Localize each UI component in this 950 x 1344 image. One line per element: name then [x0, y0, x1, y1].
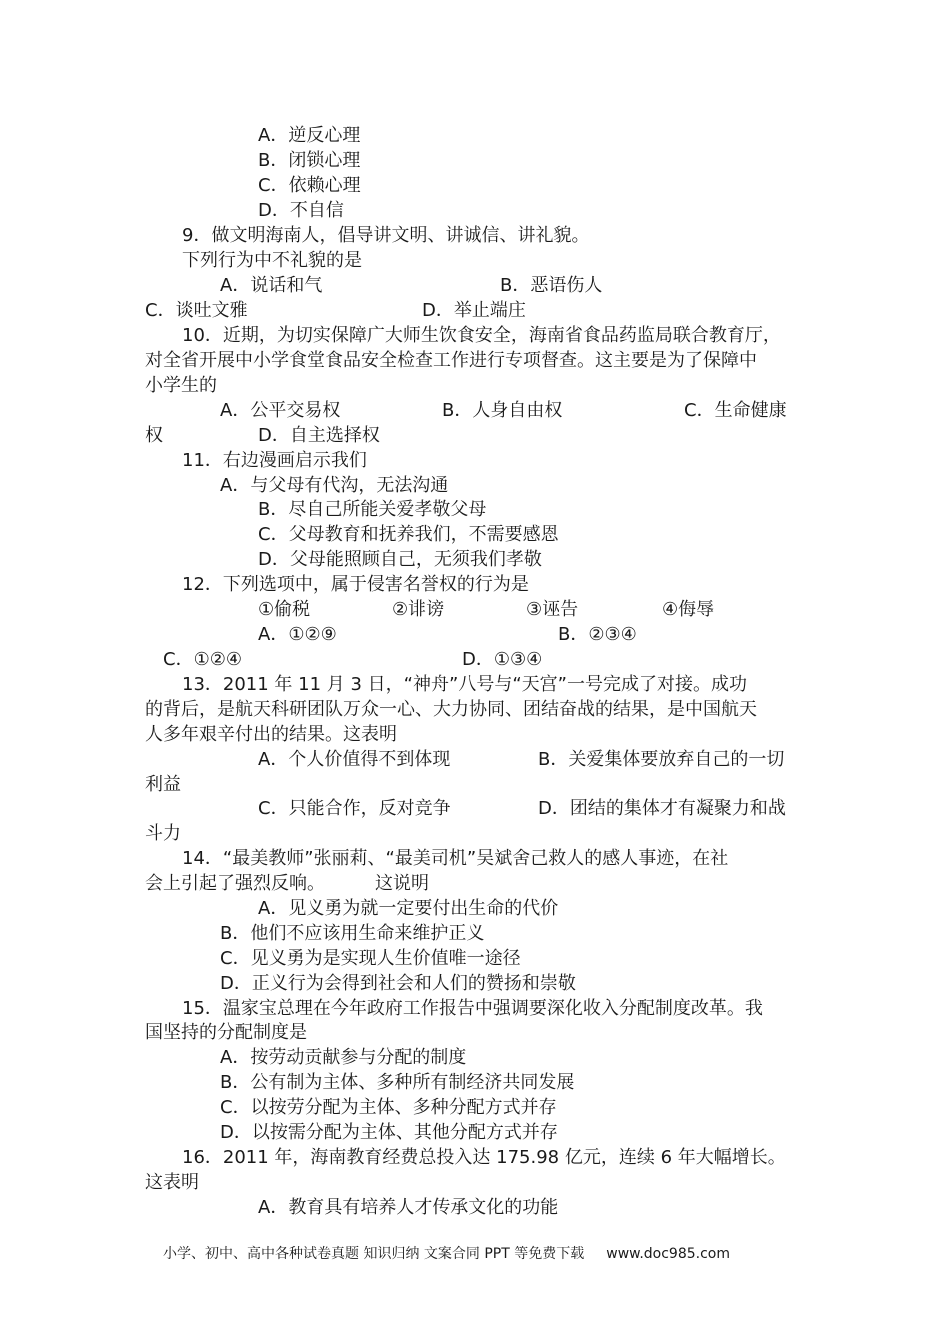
- q15-option-a: A．按劳动贡献参与分配的制度: [220, 1047, 467, 1068]
- q9-option-d: D．举止端庄: [422, 300, 526, 321]
- q15-option-c: C．以按劳分配为主体、多种分配方式并存: [220, 1097, 557, 1118]
- q12-item-3: ③诬告: [526, 599, 579, 620]
- q8-option-d: D．不自信: [258, 200, 344, 221]
- q13-option-b: B．关爱集体要放弃自己的一切: [538, 749, 785, 770]
- q12-item-1: ①偷税: [258, 599, 311, 620]
- q10-stem-line1: 10．近期，为切实保障广大师生饮食安全，海南省食品药监局联合教育厅，: [182, 325, 781, 346]
- q11-option-c: C．父母教育和抚养我们，不需要感恩: [258, 524, 559, 545]
- q14-option-d: D．正义行为会得到社会和人们的赞扬和崇敬: [220, 973, 576, 994]
- q9-stem-line1: 9．做文明海南人，倡导讲文明、讲诚信、讲礼貌。: [182, 225, 590, 246]
- q15-option-b: B．公有制为主体、多种所有制经济共同发展: [220, 1072, 575, 1093]
- q13-stem-line2: 的背后，是航天科研团队万众一心、大力协同、团结奋战的结果，是中国航天: [145, 699, 757, 720]
- q13-stem-line1: 13．2011 年 11 月 3 日，“神舟”八号与“天宫”一号完成了对接。成功: [182, 674, 747, 695]
- q14-option-c: C．见义勇为是实现人生价值唯一途径: [220, 948, 521, 969]
- q13-option-d: D．团结的集体才有凝聚力和战: [538, 798, 786, 819]
- q12-stem-line1: 12．下列选项中，属于侵害名誉权的行为是: [182, 574, 529, 595]
- q10-stem-line2: 对全省开展中小学食堂食品安全检查工作进行专项督查。这主要是为了保障中: [145, 350, 757, 371]
- q16-option-a: A．教育具有培养人才传承文化的功能: [258, 1197, 559, 1218]
- q12-item-2: ②诽谤: [392, 599, 445, 620]
- q14-option-a: A．见义勇为就一定要付出生命的代价: [258, 898, 559, 919]
- q16-stem-line2: 这表明: [145, 1172, 199, 1193]
- q14-option-b: B．他们不应该用生命来维护正义: [220, 923, 485, 944]
- q14-stem-line2: 会上引起了强烈反响。: [145, 873, 325, 894]
- q10-option-d: D．自主选择权: [258, 425, 380, 446]
- q9-option-b: B．恶语伤人: [500, 275, 603, 296]
- q12-item-4: ④侮辱: [662, 599, 715, 620]
- q12-option-b: B．②③④: [558, 624, 637, 645]
- q15-option-d: D．以按需分配为主体、其他分配方式并存: [220, 1122, 558, 1143]
- q11-stem-line1: 11．右边漫画启示我们: [182, 450, 367, 471]
- q11-option-b: B．尽自己所能关爱孝敬父母: [258, 499, 487, 520]
- q9-option-c: C．谈吐文雅: [145, 300, 248, 321]
- q10-stem-line3: 小学生的: [145, 375, 217, 396]
- q15-stem-line2: 国坚持的分配制度是: [145, 1022, 307, 1043]
- footer-text: 小学、初中、高中各种试卷真题 知识归纳 文案合同 PPT 等免费下载: [163, 1246, 585, 1262]
- q13-option-a: A．个人价值得不到体现: [258, 749, 451, 770]
- q9-stem-line2: 下列行为中不礼貌的是: [182, 250, 362, 271]
- q10-option-b: B．人身自由权: [442, 400, 563, 421]
- q12-option-a: A．①②⑨: [258, 624, 337, 645]
- page-footer: [163, 1244, 730, 1264]
- q16-stem-line1: 16．2011 年，海南教育经费总投入达 175.98 亿元，连续 6 年大幅增长。: [182, 1147, 786, 1168]
- q9-option-a: A．说话和气: [220, 275, 323, 296]
- q8-option-a: A．逆反心理: [258, 125, 361, 146]
- q15-stem-line1: 15．温家宝总理在今年政府工作报告中强调要深化收入分配制度改革。我: [182, 998, 763, 1019]
- q8-option-c: C．依赖心理: [258, 175, 361, 196]
- q13-option-c: C．只能合作，反对竞争: [258, 798, 451, 819]
- q10-option-c: C．生命健康: [684, 400, 787, 421]
- q13-option-d-continued: 斗力: [145, 823, 181, 844]
- q11-option-a: A．与父母有代沟，无法沟通: [220, 475, 449, 496]
- q14-stem-line1: 14．“最美教师”张丽莉、“最美司机”吴斌舍己救人的感人事迹，在社: [182, 848, 729, 869]
- q10-option-c-continued: 权: [145, 425, 163, 446]
- q12-option-c: C．①②④: [163, 649, 242, 670]
- footer-url: www.doc985.com: [606, 1246, 730, 1262]
- q11-option-d: D．父母能照顾自己，无须我们孝敬: [258, 549, 542, 570]
- q13-option-b-continued: 利益: [145, 774, 181, 795]
- q14-stem-line2-tail: 这说明: [375, 873, 429, 894]
- q10-option-a: A．公平交易权: [220, 400, 341, 421]
- q8-option-b: B．闭锁心理: [258, 150, 361, 171]
- q13-stem-line3: 人多年艰辛付出的结果。这表明: [145, 724, 397, 745]
- q12-option-d: D．①③④: [462, 649, 543, 670]
